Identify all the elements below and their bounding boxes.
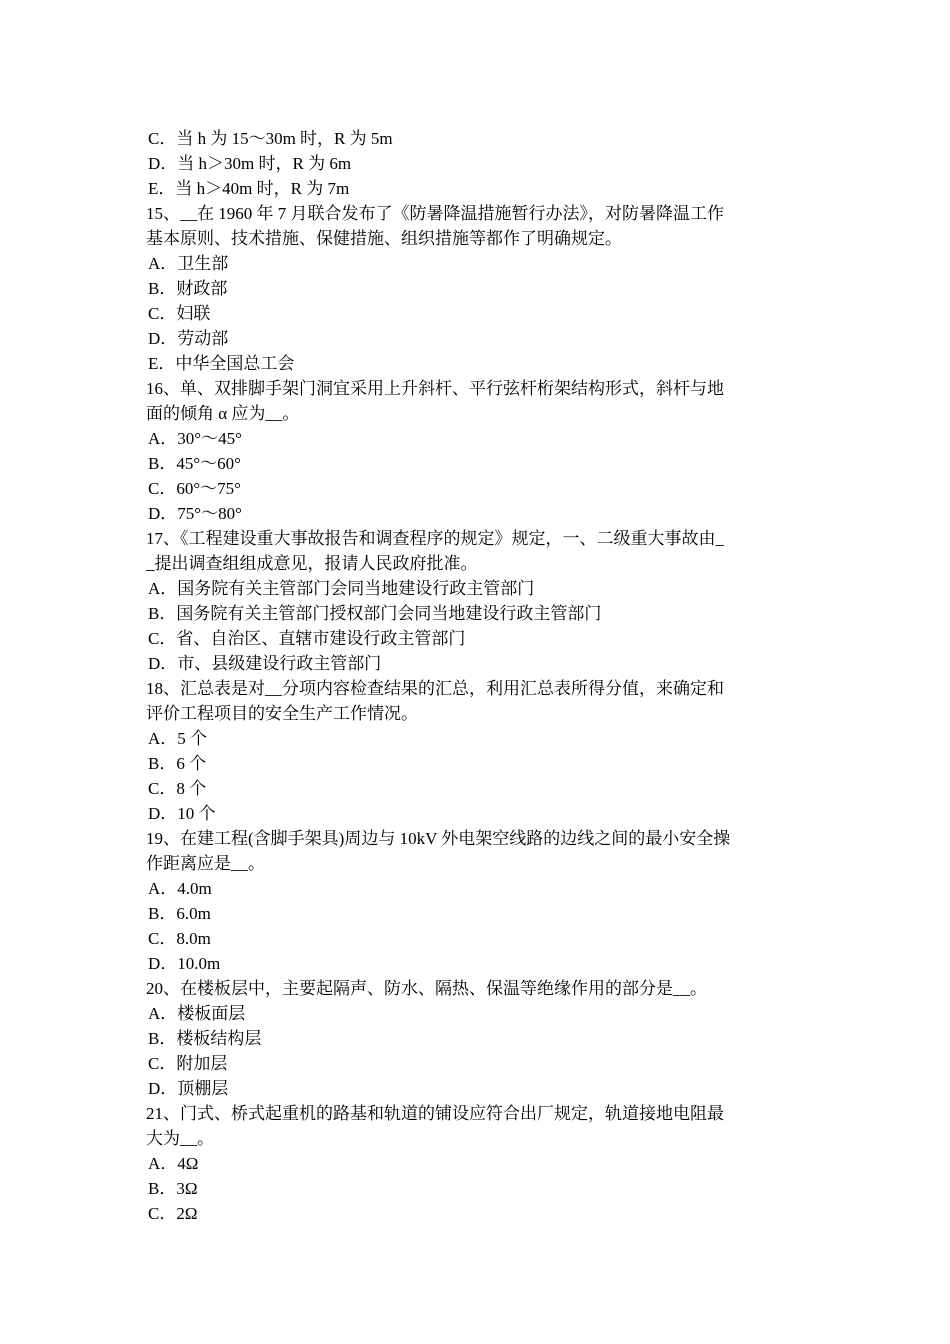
answer-option-line: B．财政部 — [148, 279, 228, 298]
answer-option-line: A．4.0m — [148, 879, 212, 898]
answer-option-line: B．3Ω — [148, 1179, 198, 1198]
question-text-line: 评价工程项目的安全生产工作情况。 — [146, 704, 418, 723]
answer-option-line: A．30°～45° — [148, 429, 242, 448]
question-text-line: _提出调查组组成意见，报请人民政府批准。 — [146, 554, 478, 573]
answer-option-line: D．10.0m — [148, 954, 221, 973]
answer-option-line: D．10 个 — [148, 804, 216, 823]
question-text-line: 面的倾角 α 应为__。 — [146, 404, 300, 423]
question-text-line: 15、__在 1960 年 7 月联合发布了《防暑降温措施暂行办法》，对防暑降温工作 — [146, 204, 724, 223]
question-text-line: 作距离应是__。 — [146, 854, 265, 873]
answer-option-line: D．市、县级建设行政主管部门 — [148, 654, 382, 673]
answer-option-line: C．当 h 为 15～30m 时，R 为 5m — [148, 129, 393, 148]
question-text-line: 18、汇总表是对__分项内容检查结果的汇总，利用汇总表所得分值，来确定和 — [146, 679, 724, 698]
answer-option-line: A．5 个 — [148, 729, 208, 748]
answer-option-line: C．8 个 — [148, 779, 207, 798]
answer-option-line: B．楼板结构层 — [148, 1029, 262, 1048]
answer-option-line: C．附加层 — [148, 1054, 228, 1073]
answer-option-line: E．当 h＞40m 时，R 为 7m — [148, 179, 350, 198]
answer-option-line: B．6 个 — [148, 754, 207, 773]
answer-option-line: C．8.0m — [148, 929, 211, 948]
answer-option-line: D．顶棚层 — [148, 1079, 229, 1098]
question-text-line: 大为__。 — [146, 1129, 214, 1148]
answer-option-line: E．中华全国总工会 — [148, 354, 295, 373]
question-text-line: 17、《工程建设重大事故报告和调查程序的规定》规定，一、二级重大事故由_ — [146, 529, 724, 548]
answer-option-line: D．75°～80° — [148, 504, 242, 523]
answer-option-line: A．卫生部 — [148, 254, 229, 273]
question-text-line: 16、单、双排脚手架门洞宜采用上升斜杆、平行弦杆桁架结构形式，斜杆与地 — [146, 379, 724, 398]
answer-option-line: C．60°～75° — [148, 479, 241, 498]
answer-option-line: C．妇联 — [148, 304, 211, 323]
answer-option-line: A．楼板面层 — [148, 1004, 246, 1023]
answer-option-line: D．劳动部 — [148, 329, 229, 348]
question-text-line: 21、门式、桥式起重机的路基和轨道的铺设应符合出厂规定，轨道接地电阻最 — [146, 1104, 724, 1123]
answer-option-line: C．省、自治区、直辖市建设行政主管部门 — [148, 629, 466, 648]
answer-option-line: A．国务院有关主管部门会同当地建设行政主管部门 — [148, 579, 535, 598]
answer-option-line: C．2Ω — [148, 1204, 198, 1223]
answer-option-line: B．45°～60° — [148, 454, 241, 473]
answer-option-line: B．6.0m — [148, 904, 211, 923]
question-text-line: 20、在楼板层中，主要起隔声、防水、隔热、保温等绝缘作用的部分是__。 — [146, 979, 707, 998]
question-text-line: 基本原则、技术措施、保健措施、组织措施等都作了明确规定。 — [146, 229, 622, 248]
document-body — [146, 126, 810, 1226]
question-text-line: 19、在建工程(含脚手架具)周边与 10kV 外电架空线路的边线之间的最小安全操 — [146, 829, 731, 848]
answer-option-line: B．国务院有关主管部门授权部门会同当地建设行政主管部门 — [148, 604, 602, 623]
answer-option-line: A．4Ω — [148, 1154, 199, 1173]
answer-option-line: D．当 h＞30m 时，R 为 6m — [148, 154, 352, 173]
